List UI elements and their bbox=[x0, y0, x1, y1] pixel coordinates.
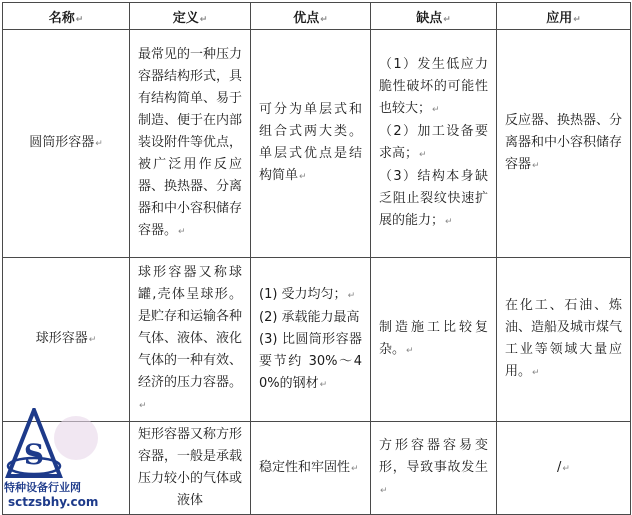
watermark-site-name: 特种设备行业网 bbox=[4, 481, 81, 494]
cell-definition: 最常见的一种压力容器结构形式，具有结构简单、易于制造、便于在内部装设附件等优点，被广泛用作反应器、换热器、分离器和中小容积储存容器。↵ bbox=[130, 30, 251, 258]
cell-disadvantages: （1）发生低应力脆性破坏的可能性也较大；↵ （2）加工设备要求高；↵ （3）结构本身缺乏阻止裂纹快速扩展的能力；↵ bbox=[371, 30, 497, 258]
cell-definition: 球形容器又称球罐,壳体呈球形。是贮存和运输各种气体、液体、液化气体的一种有效、经济的压力容器。↵ bbox=[130, 258, 251, 422]
header-definition: 定义↵ bbox=[130, 3, 251, 30]
header-row bbox=[3, 3, 631, 30]
cell-application: /↵ bbox=[497, 422, 631, 515]
table-row bbox=[3, 30, 631, 258]
cell-application: 反应器、换热器、分离器和中小容积储存容器↵ bbox=[497, 30, 631, 258]
table-row bbox=[3, 258, 631, 422]
watermark-url: sctzsbhy.com bbox=[8, 495, 99, 509]
cell-disadvantages: 制造施工比较复杂。↵ bbox=[371, 258, 497, 422]
header-advantages: 优点↵ bbox=[251, 3, 371, 30]
cell-advantages: 可分为单层式和组合式两大类。单层式优点是结构简单↵ bbox=[251, 30, 371, 258]
cell-disadvantages: 方形容器容易变形，导致事故发生↵ bbox=[371, 422, 497, 515]
cell-name: 圆筒形容器↵ bbox=[3, 30, 130, 258]
cell-application: 在化工、石油、炼油、造船及城市煤气工业等领域大量应用。↵ bbox=[497, 258, 631, 422]
cell-definition: 矩形容器又称方形容器，一般是承载压力较小的气体或液体 bbox=[130, 422, 251, 515]
header-disadvantages: 缺点↵ bbox=[371, 3, 497, 30]
cell-name: 球形容器↵ bbox=[3, 258, 130, 422]
header-name: 名称↵ bbox=[3, 3, 130, 30]
cell-advantages: 稳定性和牢固性↵ bbox=[251, 422, 371, 515]
header-application: 应用↵ bbox=[497, 3, 631, 30]
svg-text:S: S bbox=[23, 438, 45, 471]
cell-advantages: (1) 受力均匀；↵ (2) 承载能力最高 (3) 比圆筒形容器要节约 30%～40%的钢材↵ bbox=[251, 258, 371, 422]
